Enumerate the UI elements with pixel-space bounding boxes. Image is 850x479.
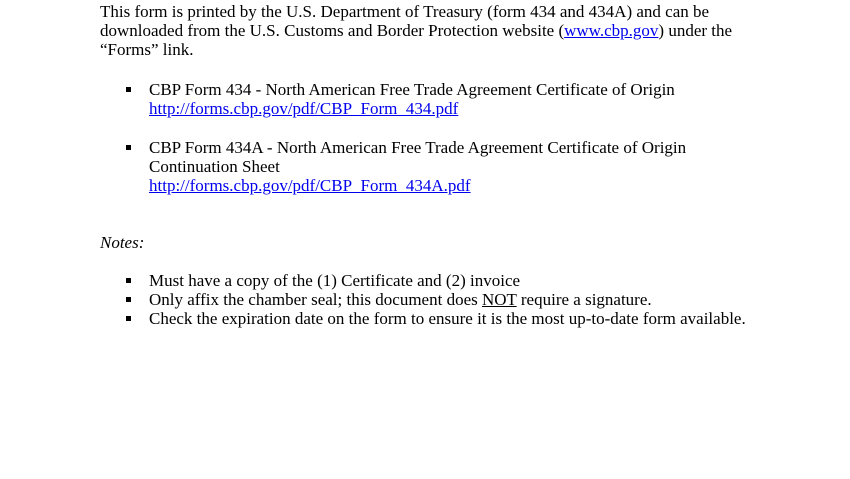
form-title: CBP Form 434 - North American Free Trade Agreement Certificate of Origin — [149, 80, 675, 99]
note-text: Must have a copy of the (1) Certificate and (2) invoice — [149, 271, 521, 290]
form-title-continued: Continuation Sheet — [149, 157, 280, 176]
forms-list — [100, 80, 820, 195]
notes-heading: Notes: — [100, 233, 145, 252]
intro-line-3: “Forms” link. — [100, 40, 194, 59]
intro-line-1: This form is printed by the U.S. Department of Treasury (form 434 and 434A) and can be — [100, 2, 710, 21]
form-title: CBP Form 434A - North American Free Trade Agreement Certificate of Origin — [149, 138, 687, 157]
square-bullet-icon — [126, 145, 131, 150]
square-bullet-icon — [126, 316, 131, 321]
form-434a-pdf-link[interactable]: http://forms.cbp.gov/pdf/CBP_Form_434A.pdf — [149, 176, 471, 195]
intro-text: ) under the — [658, 21, 733, 40]
intro-line-2 — [100, 21, 800, 40]
list-item — [100, 271, 820, 290]
intro-text: downloaded from the U.S. Customs and Border Protection website ( — [100, 21, 565, 40]
note-emphasis: NOT — [482, 290, 517, 309]
square-bullet-icon — [126, 278, 131, 283]
cbp-website-link[interactable]: www.cbp.gov — [564, 21, 659, 40]
list-item-form-434 — [100, 80, 820, 118]
notes-list — [100, 271, 820, 328]
note-text-part: Only affix the chamber seal; this document does — [149, 290, 482, 309]
form-434-pdf-link[interactable]: http://forms.cbp.gov/pdf/CBP_Form_434.pdf — [149, 99, 459, 118]
note-text — [149, 290, 820, 309]
list-item — [100, 290, 820, 309]
list-item — [100, 309, 820, 328]
square-bullet-icon — [126, 297, 131, 302]
list-item-form-434a — [100, 138, 820, 195]
note-text-part: require a signature. — [516, 290, 652, 309]
note-text: Check the expiration date on the form to ensure it is the most up-to-date form available. — [149, 309, 746, 328]
intro-paragraph — [100, 2, 800, 59]
square-bullet-icon — [126, 87, 131, 92]
